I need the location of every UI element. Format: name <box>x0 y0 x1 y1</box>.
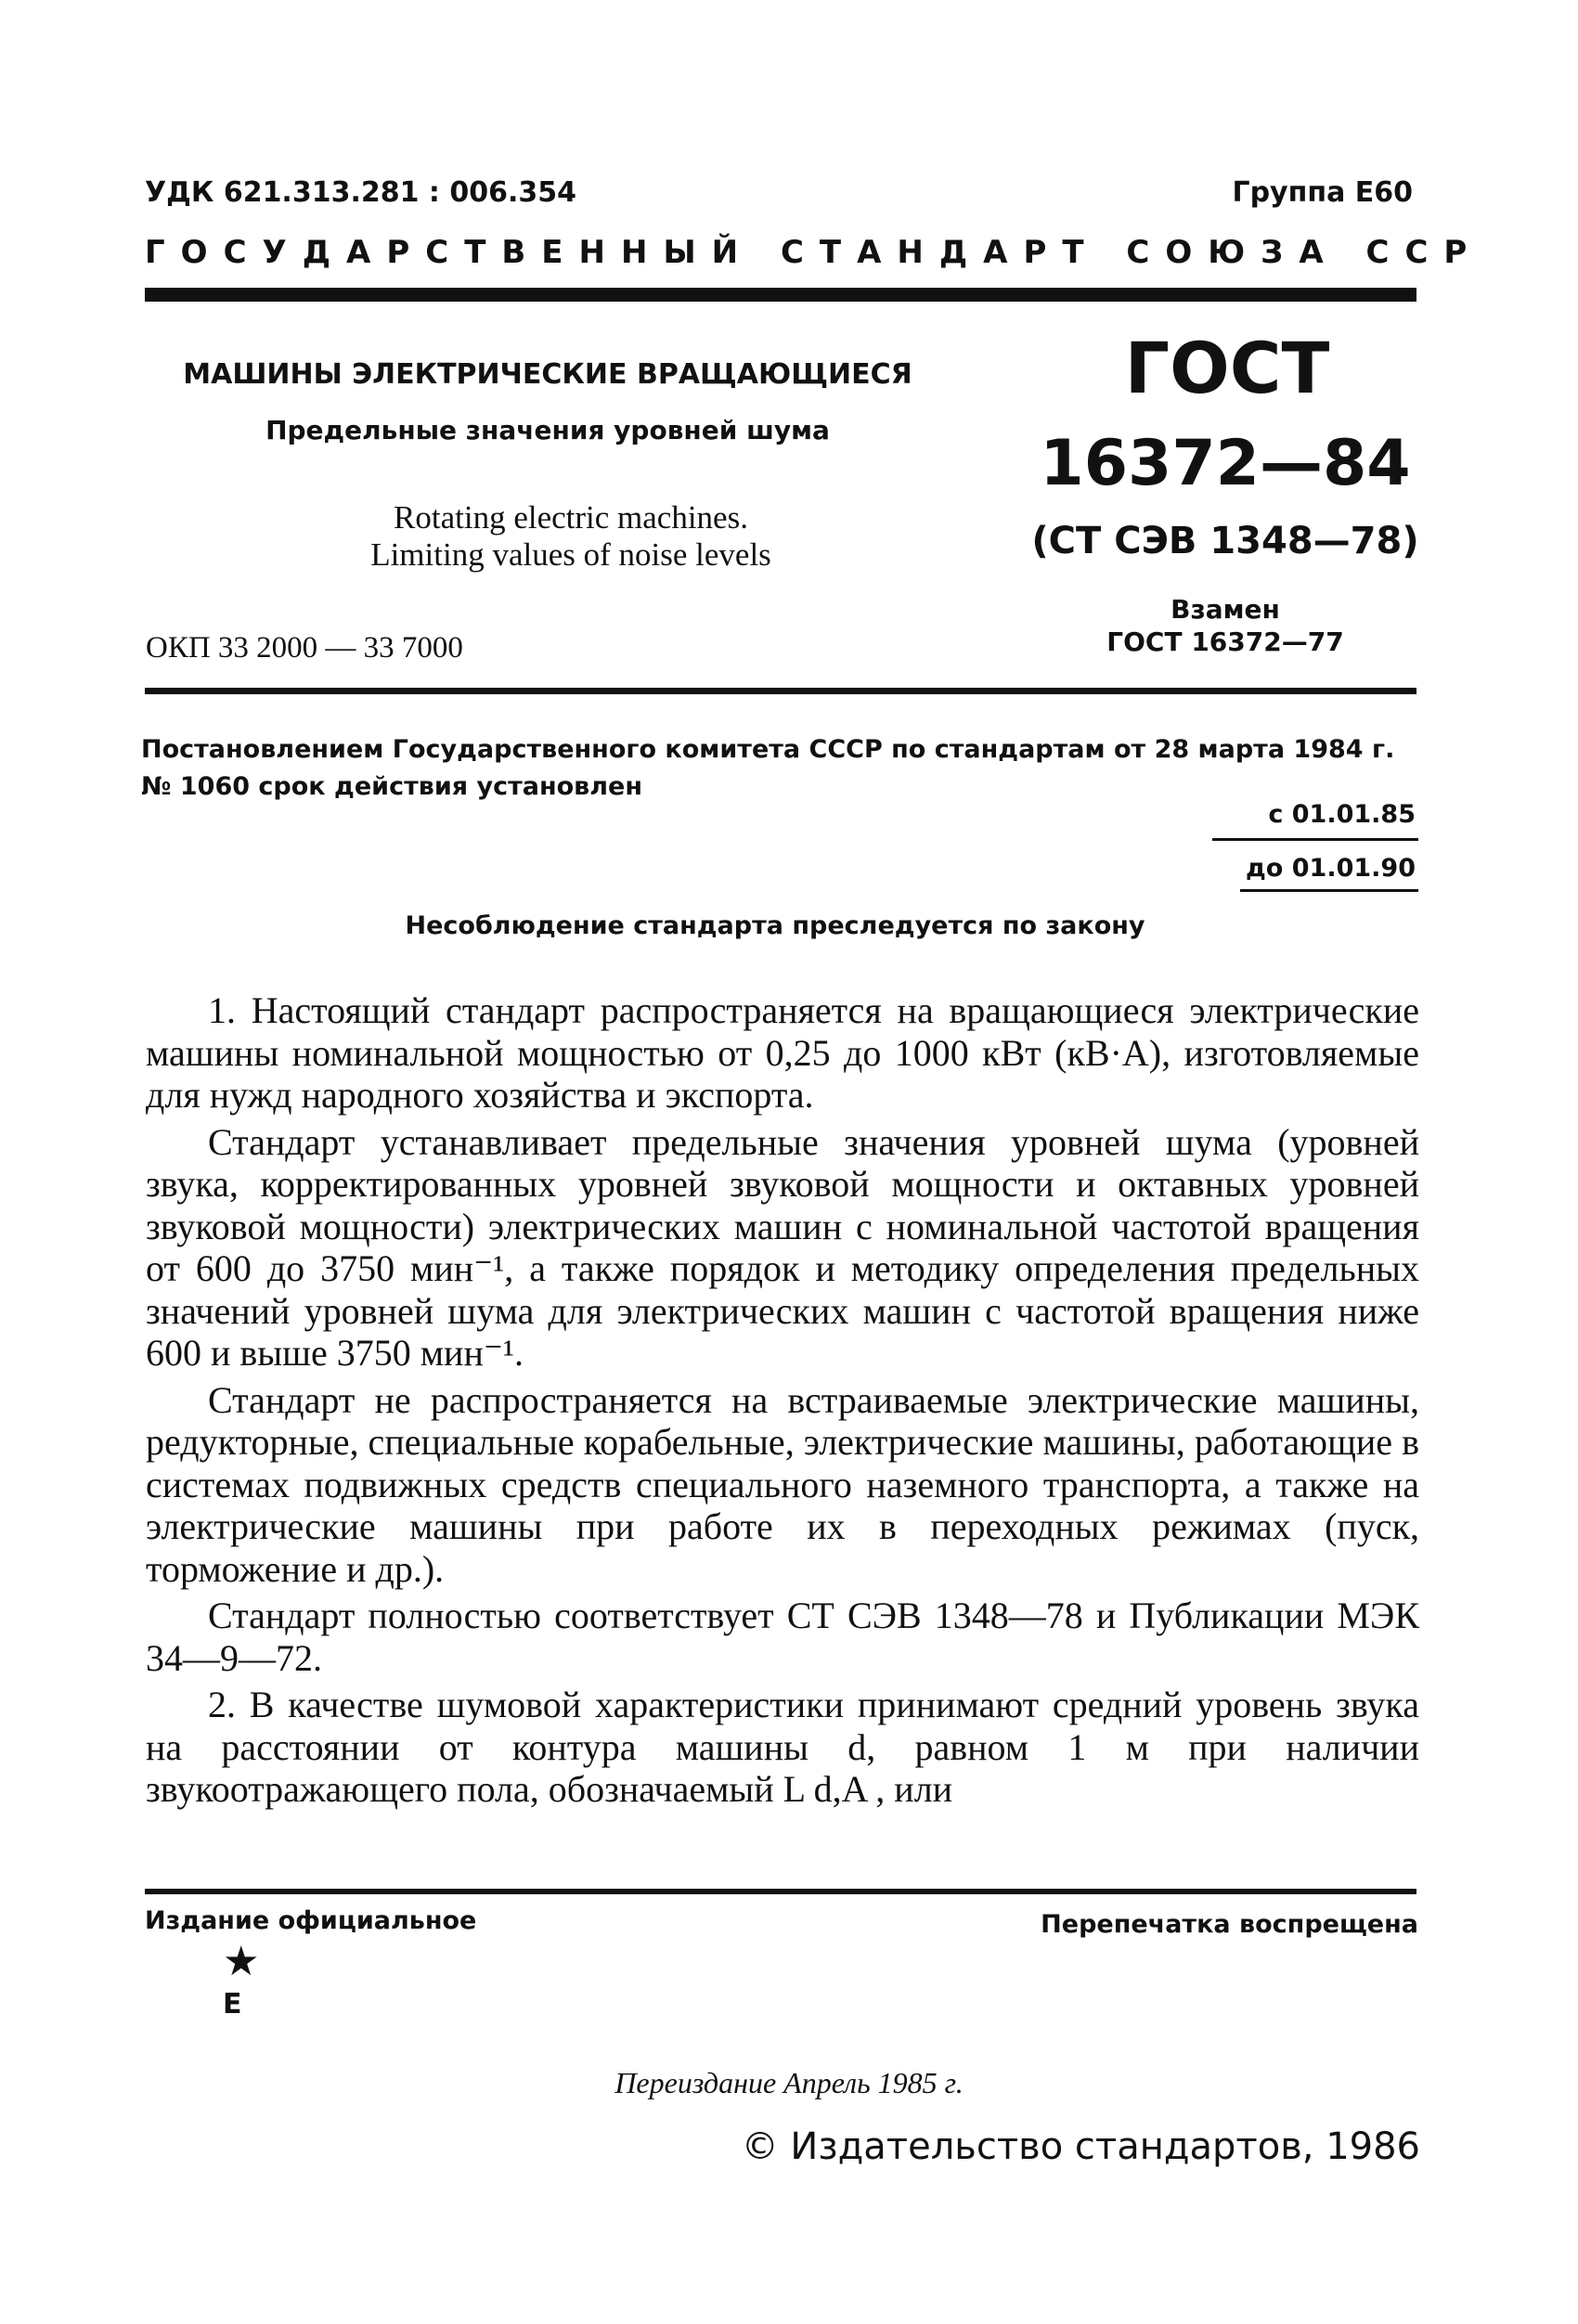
gost-number: 16372—84 <box>1040 427 1411 500</box>
footer-rule <box>145 1889 1416 1894</box>
paragraph-4: Стандарт полностью соответствует СТ СЭВ 1348—78 и Публикации МЭК 34—9—72. <box>146 1595 1419 1679</box>
okp-code: ОКП 33 2000 — 33 7000 <box>146 631 463 665</box>
document-title: МАШИНЫ ЭЛЕКТРИЧЕСКИЕ ВРАЩАЮЩИЕСЯ <box>183 358 912 391</box>
replaces-value: ГОСТ 16372—77 <box>1106 626 1344 657</box>
english-title <box>325 499 817 574</box>
udk-code: УДК 621.313.281 : 006.354 <box>145 176 576 209</box>
paragraph-1: 1. Настоящий стандарт распространяется на вращающиеся электрические машины номинальной мощностью от 0,25 до 1000 кВт (кВ·А), изготовляемые для нужд народного хозяйства и экспорта. <box>146 989 1419 1116</box>
paragraph-5: 2. В качестве шумовой характеристики принимают средний уровень звука на расстоянии от контура машины d, равном 1 м при наличии звукоотражающего пола, обозначаемый L d,A , или <box>146 1684 1419 1810</box>
english-title-line-2: Limiting values of noise levels <box>370 536 771 573</box>
replaces-label: Взамен <box>1171 594 1280 625</box>
e-mark: Е <box>223 1988 242 2021</box>
no-reprint-label: Перепечатка воспрещена <box>1041 1910 1418 1939</box>
official-edition-label: Издание официальное <box>145 1906 477 1935</box>
gost-label: ГОСТ <box>1124 327 1330 409</box>
sev-reference: (СТ СЭВ 1348—78) <box>1031 520 1419 562</box>
date-underline-rule <box>1240 889 1418 892</box>
paragraph-3: Стандарт не распространяется на встраиваемые электрические машины, редукторные, специальные корабельные, электрические машины, работающие в системах подвижных средств специального наземного транспорта, а также на электрические машины при работе их в переходных режимах (пуск, торможение и др.). <box>146 1378 1419 1590</box>
copyright-line: © Издательство стандартов, 1986 <box>741 2125 1420 2168</box>
body-text <box>146 989 1419 1815</box>
document-subtitle: Предельные значения уровней шума <box>265 415 830 445</box>
reissue-note: Переиздание Апрель 1985 г. <box>614 2066 964 2099</box>
legal-warning: Несоблюдение стандарта преследуется по закону <box>405 911 1145 940</box>
decree-text: Постановлением Государственного комитета СССР по стандартам от 28 марта 1984 г. № 1060 срок действия установлен <box>141 735 1395 801</box>
title-block-rule <box>145 688 1416 694</box>
group-code: Группа Е60 <box>1232 176 1413 209</box>
english-title-line-1: Rotating electric machines. <box>394 499 748 536</box>
state-standard-title: ГОСУДАРСТВЕННЫЙ СТАНДАРТ СОЮЗА ССР <box>145 234 1483 271</box>
effective-to-date: до 01.01.90 <box>1246 854 1416 883</box>
effective-from-date: с 01.01.85 <box>1268 800 1416 829</box>
date-divider-rule <box>1212 838 1418 841</box>
header-thick-rule <box>145 288 1416 302</box>
paragraph-2: Стандарт устанавливает предельные значения уровней шума (уровней звука, корректированных уровней звуковой мощности и октавных уровней звуковой мощности) электрических машин с номинальной частотой вращения от 600 до 3750 мин⁻¹, а также порядок и методику определения предельных значений уровней шума для электрических машин с частотой вращения ниже 600 и выше 3750 мин⁻¹. <box>146 1120 1419 1374</box>
star-icon: ★ <box>223 1938 260 1985</box>
